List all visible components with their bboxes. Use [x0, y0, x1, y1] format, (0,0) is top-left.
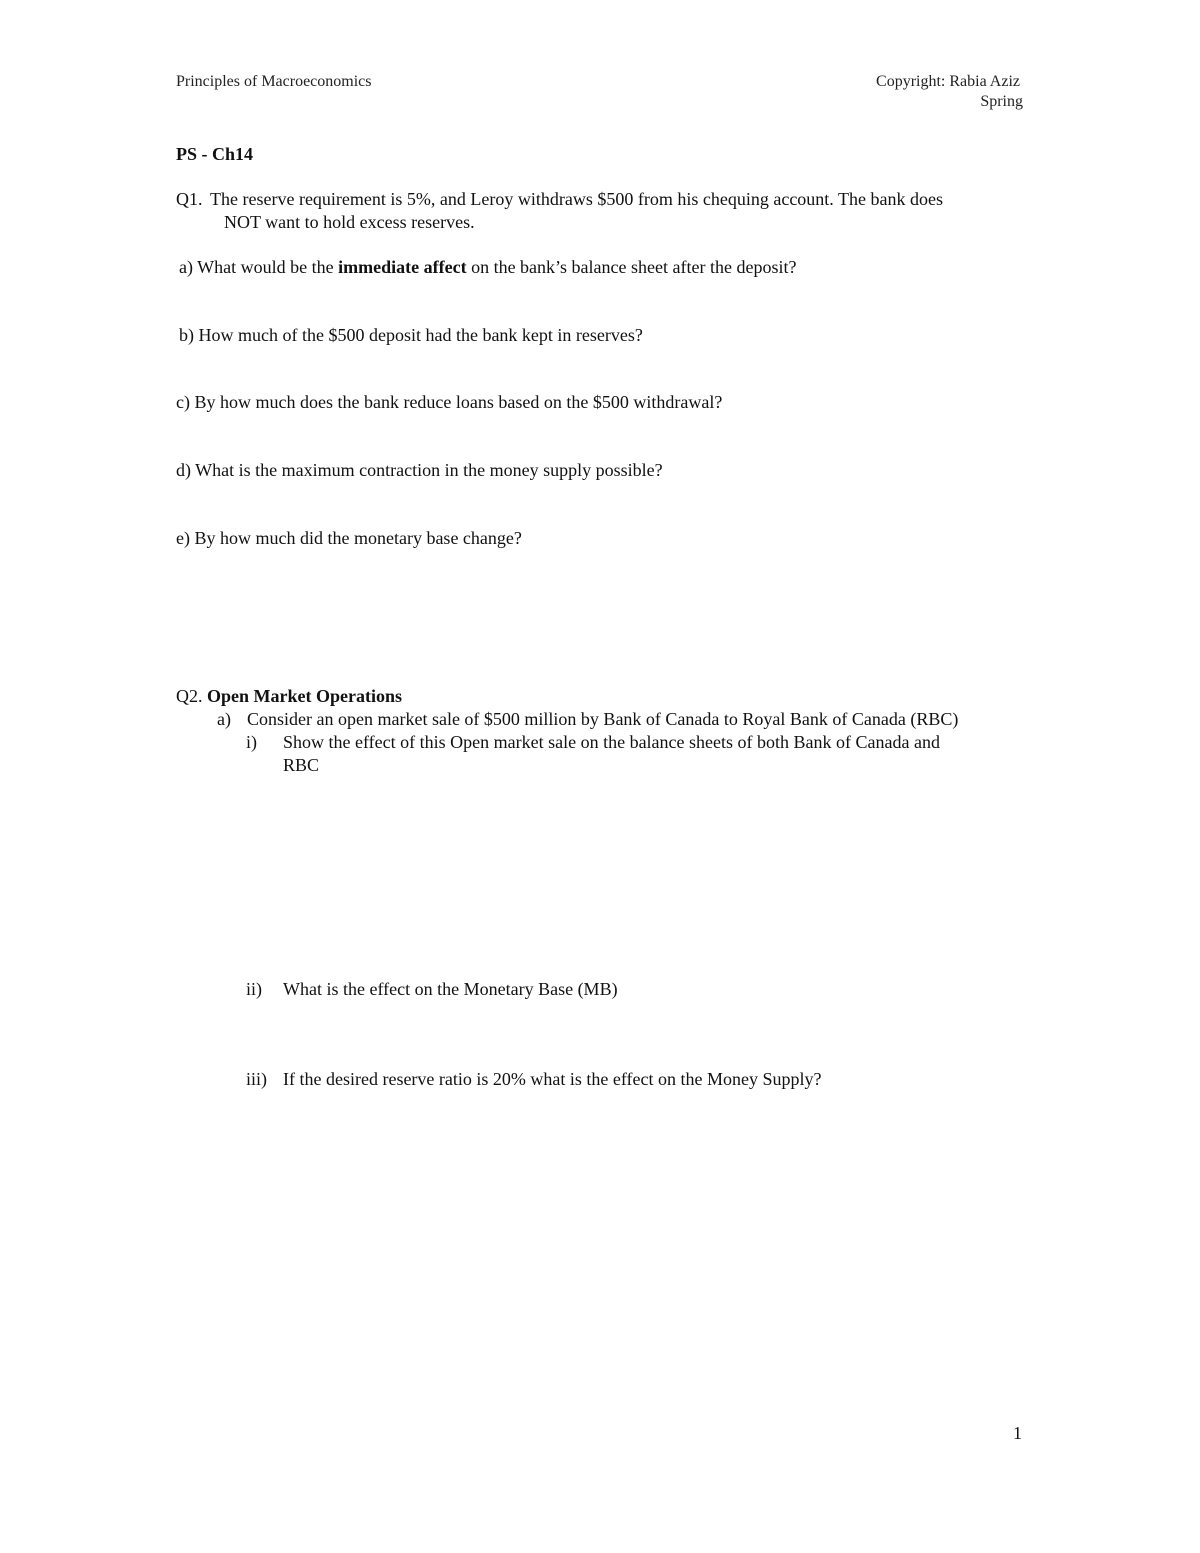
header-copyright: Copyright: Rabia Aziz — [876, 73, 1020, 90]
q1-part-b: b) How much of the $500 deposit had the bank kept in reserves? — [179, 325, 643, 345]
q1-text-line2: NOT want to hold excess reserves. — [224, 212, 475, 232]
q1-part-a-prefix: a) What would be the — [179, 257, 339, 277]
q1-part-e: e) By how much did the monetary base change? — [176, 528, 522, 548]
q2-iii-text: If the desired reserve ratio is 20% what is the effect on the Money Supply? — [283, 1069, 822, 1089]
q2-iii-marker: iii) — [246, 1069, 267, 1089]
header-term: Spring — [980, 93, 1023, 110]
q1-part-a-suffix: on the bank’s balance sheet after the deposit? — [466, 257, 797, 277]
q1-label: Q1. — [176, 189, 203, 209]
q2-i-line2: RBC — [283, 755, 320, 775]
q2-heading — [176, 685, 402, 708]
q1-part-a-bold: immediate affect — [338, 257, 467, 277]
q2-i-marker: i) — [246, 732, 257, 752]
header-course: Principles of Macroeconomics — [176, 73, 372, 90]
q2-ii-text: What is the effect on the Monetary Base (MB) — [283, 979, 618, 999]
q1-text-line1: The reserve requirement is 5%, and Leroy withdraws $500 from his chequing account. The bank does — [210, 189, 943, 209]
q2-label: Q2. — [176, 686, 203, 706]
q2-title: Open Market Operations — [207, 686, 402, 706]
q2-ii-marker: ii) — [246, 979, 262, 999]
q2-a-marker: a) — [217, 709, 231, 729]
q2-a-text: Consider an open market sale of $500 million by Bank of Canada to Royal Bank of Canada (RBC) — [247, 709, 959, 729]
q1-part-c: c) By how much does the bank reduce loans based on the $500 withdrawal? — [176, 392, 723, 412]
q1-part-a — [179, 256, 796, 279]
q1-part-d: d) What is the maximum contraction in the money supply possible? — [176, 460, 663, 480]
page-title: PS - Ch14 — [176, 144, 254, 164]
page-number: 1 — [1013, 1423, 1022, 1443]
q2-i-line1: Show the effect of this Open market sale on the balance sheets of both Bank of Canada and — [283, 732, 940, 752]
